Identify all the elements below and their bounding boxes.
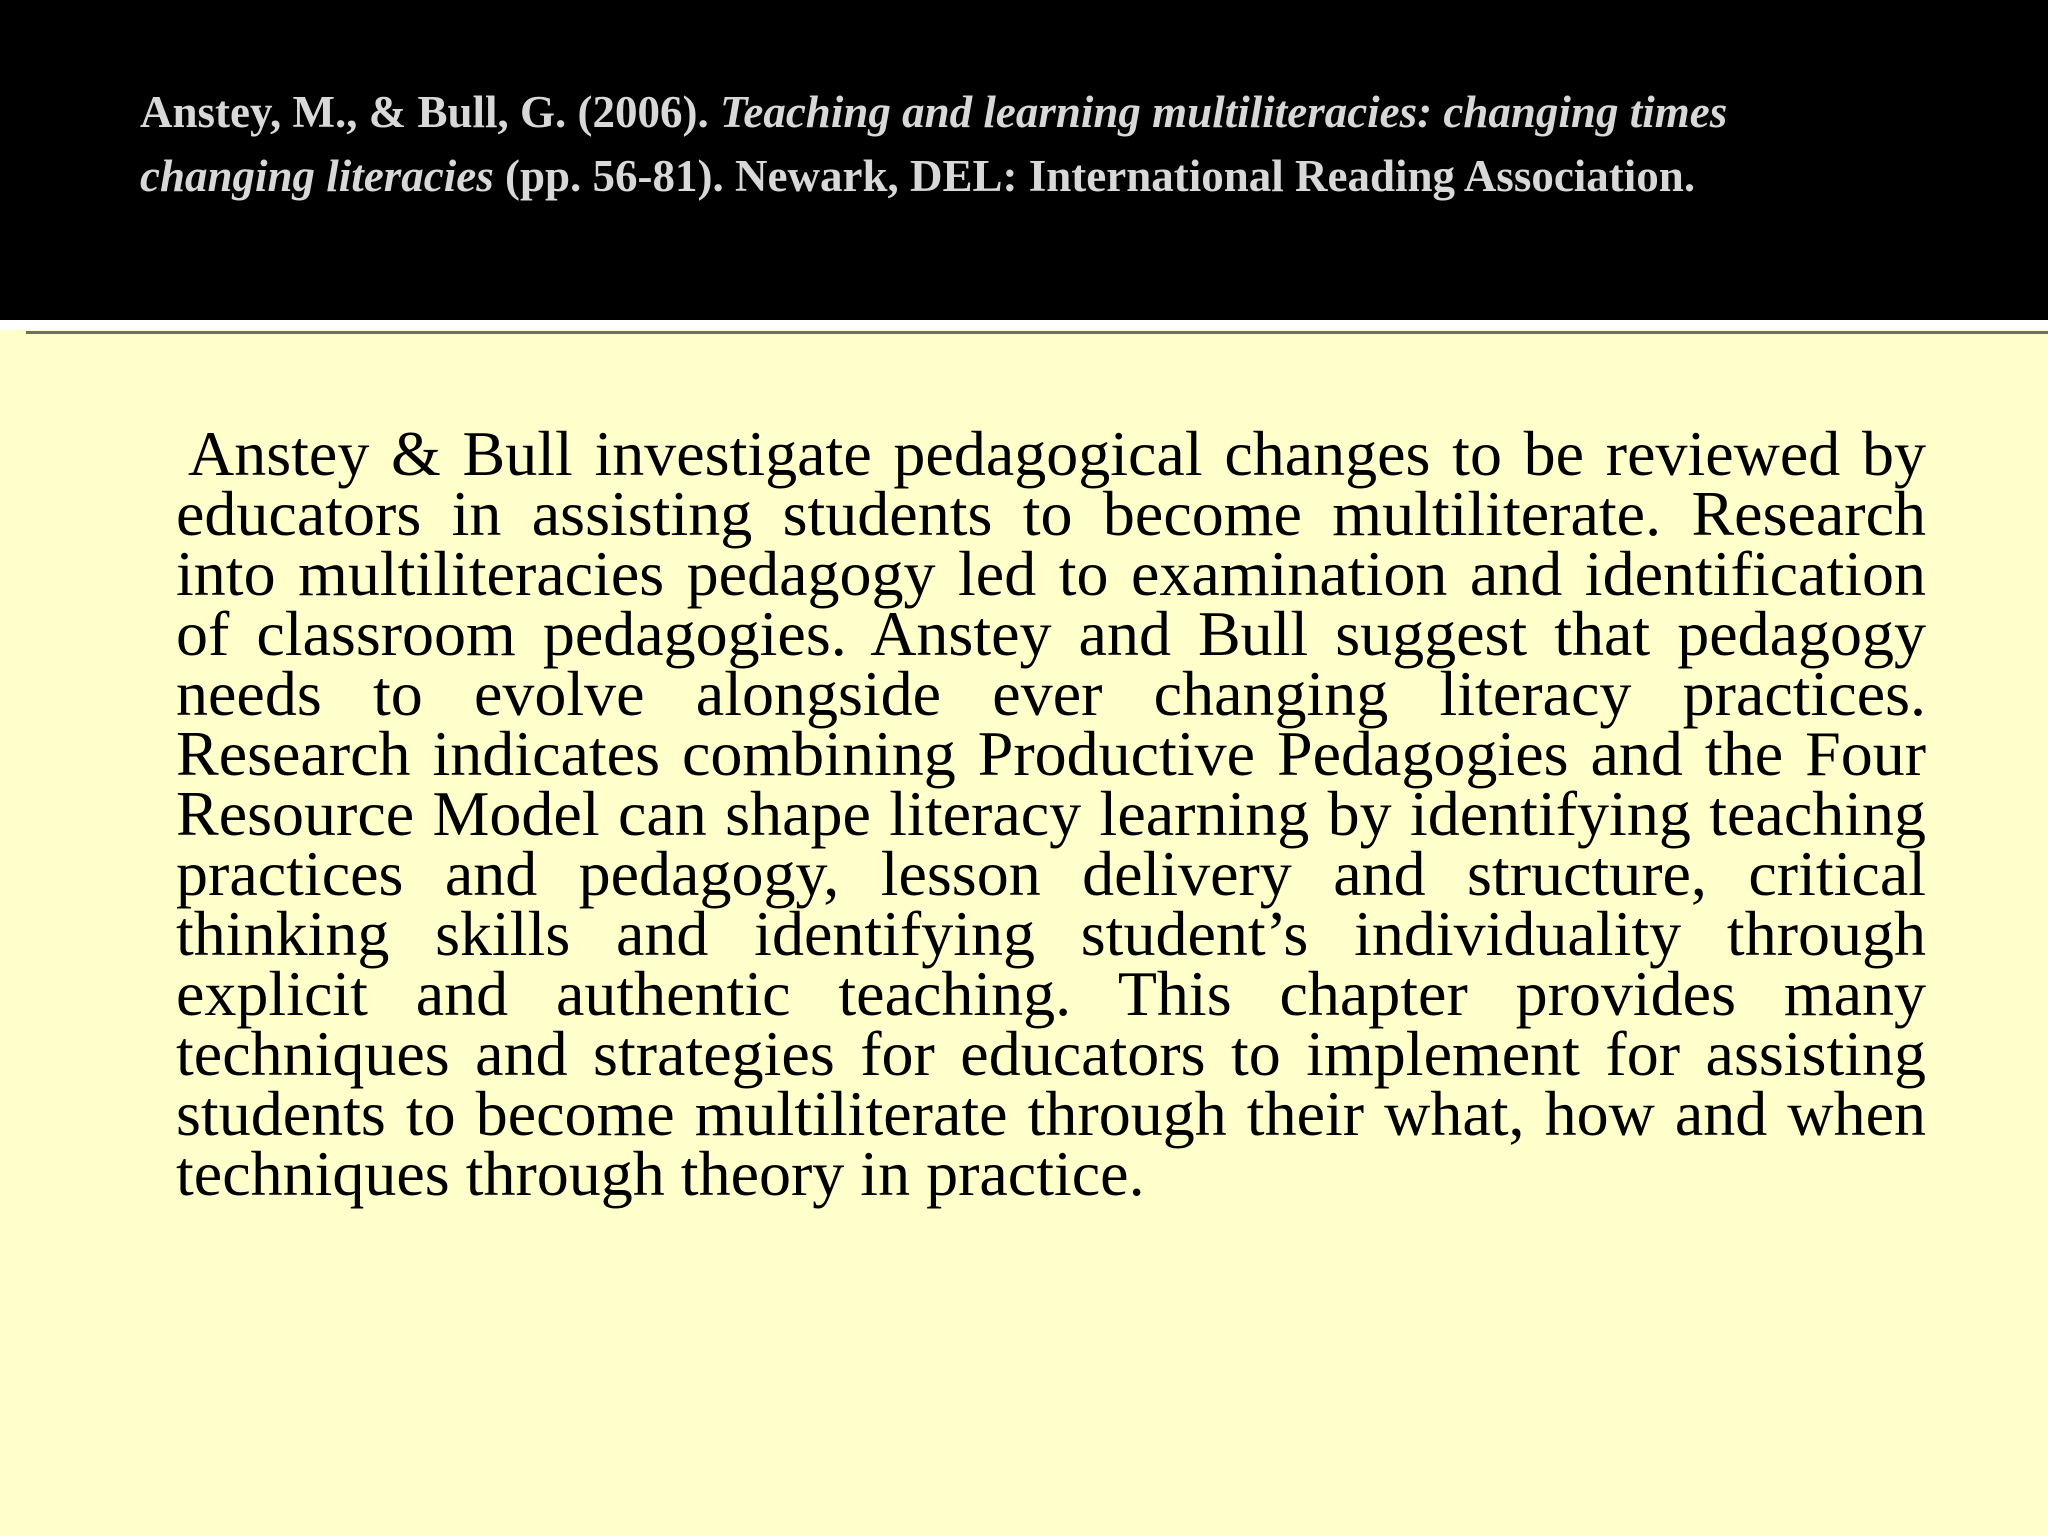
reference-title <box>140 80 1960 208</box>
title-divider-line <box>26 331 2048 334</box>
title-book-line2: changing literacies <box>140 151 494 201</box>
title-authors-year: Anstey, M., & Bull, G. (2006). <box>140 87 720 137</box>
summary-paragraph: Anstey & Bull investigate pedagogical changes to be reviewed by educators in assisting students to become multiliterate. Research into multiliteracies pedagogy led to examination and identification of classroom pedagogies. Anstey and Bull suggest that pedagogy needs to evolve alongside ever changing literacy practices. Research indicates combining Productive Pedagogies and the Four Resource Model can shape literacy learning by identifying teaching practices and pedagogy, lesson delivery and structure, critical thinking skills and identifying student’s individuality through explicit and authentic teaching. This chapter provides many techniques and strategies for educators to implement for assisting students to become multiliterate through their what, how and when techniques through theory in practice. <box>176 418 1926 1209</box>
title-divider-white <box>0 320 2048 330</box>
title-publication: (pp. 56-81). Newark, DEL: International Reading Association. <box>493 151 1696 201</box>
title-bar <box>0 0 2048 320</box>
title-book-line1: Teaching and learning multiliteracies: changing times <box>720 87 1728 137</box>
